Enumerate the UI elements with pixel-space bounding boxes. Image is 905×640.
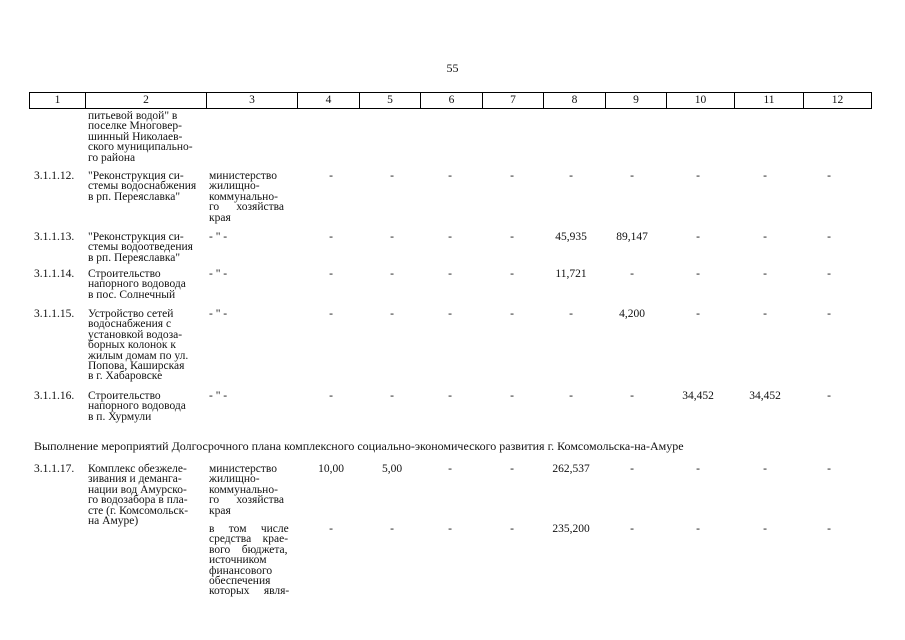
name-line: напорного водовода xyxy=(88,278,186,291)
column-header-table xyxy=(29,92,872,109)
resp-line: средства крае- xyxy=(209,533,289,546)
value-cell: - xyxy=(329,390,333,402)
resp-line: коммунально- xyxy=(209,483,278,496)
row-responsible xyxy=(209,464,293,516)
value-cell: 34,452 xyxy=(749,390,781,402)
resp-line: жилищно- xyxy=(209,180,260,193)
value-cell: - xyxy=(510,523,514,535)
row-responsible xyxy=(209,171,293,223)
resp-line: го хозяйства xyxy=(209,494,284,507)
value-cell: - xyxy=(827,268,831,280)
row-number: 3.1.1.13. xyxy=(34,231,75,243)
value-cell: - xyxy=(827,523,831,535)
name-line: стемы водоотведения xyxy=(88,241,193,254)
name-line: Попова, Каширская xyxy=(88,360,185,373)
value-cell: - xyxy=(763,268,767,280)
resp-line: го хозяйства xyxy=(209,201,284,214)
value-cell: - xyxy=(569,170,573,182)
value-cell: - xyxy=(329,268,333,280)
continuation-name-cell xyxy=(88,111,206,163)
value-cell: - xyxy=(696,523,700,535)
section-heading: Выполнение мероприятий Долгосрочного плана комплексного социально-экономического развития г. Комсомольска-на-Амуре xyxy=(34,439,684,453)
resp-line: обеспечения xyxy=(209,575,271,588)
value-cell: - xyxy=(763,463,767,475)
row-name xyxy=(88,269,206,300)
value-cell: - xyxy=(329,523,333,535)
col-header-10: 10 xyxy=(667,93,735,109)
col-header-1: 1 xyxy=(30,93,86,109)
value-cell: - xyxy=(763,308,767,320)
resp-line: коммунально- xyxy=(209,190,278,203)
name-line: в рп. Переяславка" xyxy=(88,251,181,264)
name-line: Строительство xyxy=(88,390,161,402)
name-line: Строительство xyxy=(88,268,161,280)
col-header-7: 7 xyxy=(483,93,544,109)
value-cell: 45,935 xyxy=(555,231,587,243)
value-cell: - xyxy=(569,308,573,320)
resp-line: жилищно- xyxy=(209,473,260,486)
value-cell: - xyxy=(329,308,333,320)
value-cell: - xyxy=(390,308,394,320)
value-cell: - xyxy=(630,463,634,475)
row-number: 3.1.1.14. xyxy=(34,268,75,280)
value-cell: - xyxy=(696,231,700,243)
value-cell: - xyxy=(510,170,514,182)
name-line: "Реконструкция си- xyxy=(88,231,184,243)
col-header-5: 5 xyxy=(360,93,421,109)
value-cell: - xyxy=(569,390,573,402)
row-responsible: - " - xyxy=(209,308,228,320)
value-cell: - xyxy=(696,308,700,320)
row-number: 3.1.1.15. xyxy=(34,308,75,320)
col-header-12: 12 xyxy=(804,93,872,109)
value-cell: - xyxy=(510,308,514,320)
value-cell: - xyxy=(827,308,831,320)
value-cell: - xyxy=(510,231,514,243)
name-line: напорного водовода xyxy=(88,400,186,413)
value-cell: - xyxy=(696,170,700,182)
name-line: установкой водоза- xyxy=(88,328,183,341)
value-cell: - xyxy=(510,463,514,475)
col-header-2: 2 xyxy=(86,93,207,109)
value-cell: - xyxy=(329,231,333,243)
value-cell: - xyxy=(763,523,767,535)
value-cell: - xyxy=(448,390,452,402)
name-line: ского муниципально- xyxy=(88,141,193,154)
value-cell: - xyxy=(763,170,767,182)
value-cell: - xyxy=(329,170,333,182)
value-cell: - xyxy=(696,268,700,280)
value-cell: 11,721 xyxy=(555,268,587,280)
value-cell: 10,00 xyxy=(318,463,344,475)
page-number: 55 xyxy=(446,61,459,75)
resp-line: министерство xyxy=(209,463,277,475)
row-number: 3.1.1.16. xyxy=(34,390,75,402)
col-header-8: 8 xyxy=(544,93,606,109)
value-cell: - xyxy=(448,523,452,535)
name-line: в п. Хурмули xyxy=(88,410,152,423)
name-line: в г. Хабаровске xyxy=(88,370,163,383)
resp-line: вого бюджета, xyxy=(209,543,288,556)
name-line: поселке Многовер- xyxy=(88,120,182,133)
row-responsible: - " - xyxy=(209,390,228,402)
value-cell: - xyxy=(630,523,634,535)
col-header-4: 4 xyxy=(298,93,360,109)
value-cell: - xyxy=(630,268,634,280)
resp-line: финансового xyxy=(209,564,273,577)
name-line: на Амуре) xyxy=(88,515,139,528)
name-line: питьевой водой" в xyxy=(88,110,178,122)
name-line: борных колонок к xyxy=(88,339,176,352)
value-cell: - xyxy=(827,170,831,182)
value-cell: - xyxy=(827,231,831,243)
name-line: го водозабора в пла- xyxy=(88,494,188,507)
name-line: зивания и деманга- xyxy=(88,473,182,486)
resp-line: края xyxy=(209,504,231,517)
value-cell: - xyxy=(630,390,634,402)
name-line: Устройство сетей xyxy=(88,308,174,320)
row-number: 3.1.1.12. xyxy=(34,170,75,182)
value-cell: - xyxy=(390,268,394,280)
value-cell: - xyxy=(448,170,452,182)
value-cell: - xyxy=(390,523,394,535)
value-cell: - xyxy=(827,390,831,402)
resp-line: источником xyxy=(209,554,267,567)
resp-line: края xyxy=(209,211,231,224)
value-cell: 34,452 xyxy=(682,390,714,402)
value-cell: 262,537 xyxy=(552,463,590,475)
value-cell: 235,200 xyxy=(552,523,590,535)
name-line: нации вод Амурско- xyxy=(88,483,187,496)
row-name xyxy=(88,232,206,263)
value-cell: 89,147 xyxy=(616,231,648,243)
resp-line: министерство xyxy=(209,170,277,182)
row-name xyxy=(88,171,206,202)
value-cell: - xyxy=(827,463,831,475)
value-cell: 5,00 xyxy=(381,463,403,475)
name-line: шинный Николаев- xyxy=(88,130,183,143)
value-cell: - xyxy=(448,308,452,320)
value-cell: - xyxy=(763,231,767,243)
col-header-3: 3 xyxy=(207,93,298,109)
name-line: в пос. Солнечный xyxy=(88,288,176,301)
row-responsible: - " - xyxy=(209,268,228,280)
col-header-11: 11 xyxy=(735,93,804,109)
name-line: сте (г. Комсомольск- xyxy=(88,504,189,517)
row-name xyxy=(88,464,206,526)
value-cell: - xyxy=(390,390,394,402)
name-line: Комплекс обезжеле- xyxy=(88,463,187,475)
value-cell: - xyxy=(630,170,634,182)
name-line: в рп. Переяславка" xyxy=(88,190,181,203)
row-number: 3.1.1.17. xyxy=(34,463,75,475)
col-header-9: 9 xyxy=(606,93,667,109)
name-line: жилым домам по ул. xyxy=(88,349,189,362)
value-cell: - xyxy=(390,170,394,182)
name-line: "Реконструкция си- xyxy=(88,170,184,182)
row-responsible xyxy=(209,524,293,597)
value-cell: - xyxy=(510,268,514,280)
value-cell: - xyxy=(448,268,452,280)
value-cell: - xyxy=(390,231,394,243)
resp-line: которых явля- xyxy=(209,585,290,598)
name-line: го района xyxy=(88,151,136,164)
value-cell: - xyxy=(448,463,452,475)
value-cell: 4,200 xyxy=(619,308,645,320)
value-cell: - xyxy=(448,231,452,243)
row-name xyxy=(88,391,206,422)
row-responsible: - " - xyxy=(209,231,228,243)
resp-line: в том числе xyxy=(209,523,289,535)
name-line: водоснабжения с xyxy=(88,318,172,331)
row-name xyxy=(88,309,206,382)
value-cell: - xyxy=(696,463,700,475)
name-line: стемы водоснабжения xyxy=(88,180,197,193)
col-header-6: 6 xyxy=(421,93,483,109)
column-header-row xyxy=(30,93,872,109)
value-cell: - xyxy=(510,390,514,402)
